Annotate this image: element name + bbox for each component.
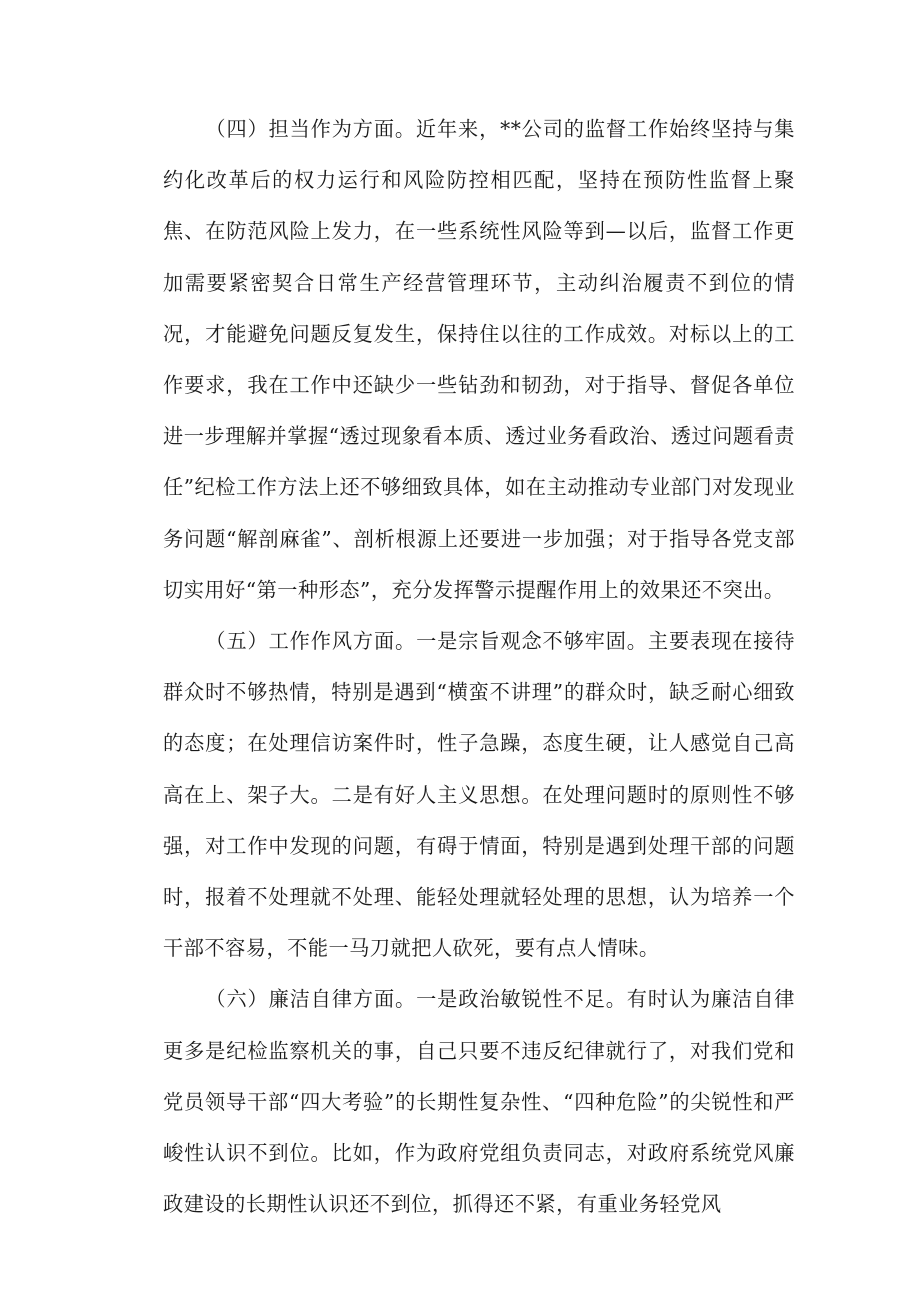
paragraph-work-style: （五）工作作风方面。一是宗旨观念不够牢固。主要表现在接待群众时不够热情，特别是遇到“横蛮不讲理”的群众时，缺乏耐心细致的态度；在处理信访案件时，性子急躁，态度生硬，让人感觉自己高高在上、架子大。二是有好人主义思想。在处理问题时的原则性不够强，对工作中发现的问题，有碍于情面，特别是遇到处理干部的问题时，报着不处理就不处理、能轻处理就轻处理的思想，认为培养一个干部不容易，不能一马刀就把人砍死，要有点人情味。 xyxy=(163,629,795,961)
document-body xyxy=(163,104,795,1230)
paragraph-responsibility: （四）担当作为方面。近年来，**公司的监督工作始终坚持与集约化改革后的权力运行和风险防控相匹配，坚持在预防性监督上聚焦、在防范风险上发力，在一些系统性风险等到—以后，监督工作更加需要紧密契合日常生产经营管理环节，主动纠治履责不到位的情况，才能避免问题反复发生，保持住以往的工作成效。对标以上的工作要求，我在工作中还缺少一些钻劲和韧劲，对于指导、督促各单位进一步理解并掌握“透过现象看本质、透过业务看政治、透过问题看责任”纪检工作方法上还不够细致具体，如在主动推动专业部门对发现业务问题“解剖麻雀”、剖析根源上还要进一步加强；对于指导各党支部切实用好“第一种形态”，充分发挥警示提醒作用上的效果还不突出。 xyxy=(163,117,795,602)
paragraph-integrity: （六）廉洁自律方面。一是政治敏锐性不足。有时认为廉洁自律更多是纪检监察机关的事，自己只要不违反纪律就行了，对我们党和党员领导干部“四大考验”的长期性复杂性、“四种危险”的尖锐性和严峻性认识不到位。比如，作为政府党组负责同志，对政府系统党风廉政建设的长期性认识还不到位，抓得还不紧，有重业务轻党风 xyxy=(163,987,795,1217)
